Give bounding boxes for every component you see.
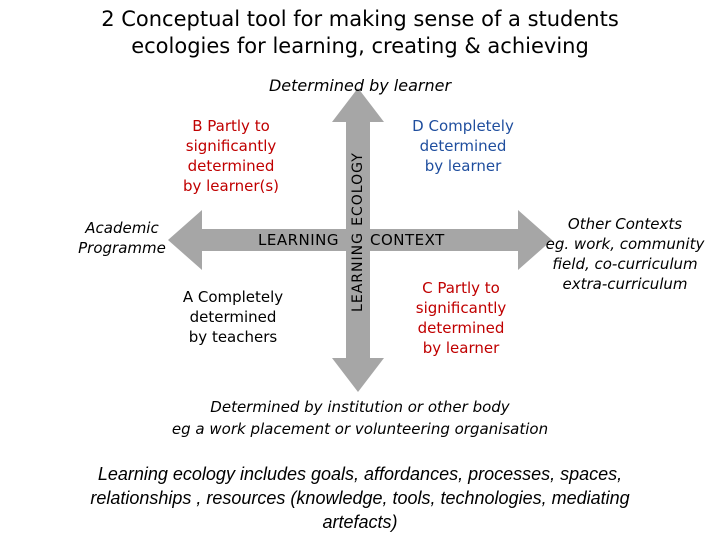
bottom-axis-line-2: eg a work placement or volunteering organisation	[171, 420, 549, 438]
quadrant-b-line-4: by learner(s)	[182, 177, 280, 195]
top-axis-label: Determined by learner	[268, 76, 452, 95]
title-line-2: ecologies for learning, creating & achieving	[131, 34, 589, 58]
quadrant-d	[396, 116, 530, 176]
left-axis-line-2: Programme	[78, 239, 166, 257]
left-axis-line-1: Academic	[85, 219, 159, 237]
bottom-axis-label	[140, 396, 580, 440]
quadrant-c-line-3: determined	[417, 319, 505, 337]
vertical-label-learning: LEARNING	[350, 232, 366, 312]
title-line-1: 2 Conceptual tool for making sense of a students	[101, 7, 619, 31]
quadrant-c-line-4: by learner	[422, 339, 500, 357]
horizontal-label-learning: LEARNING	[258, 231, 340, 249]
quadrant-b-line-3: determined	[187, 157, 275, 175]
quadrant-d-line-1: D Completely	[412, 117, 514, 135]
right-axis-line-1: Other Contexts	[567, 215, 683, 233]
left-axis-label	[62, 218, 182, 258]
quadrant-c-line-2: significantly	[415, 299, 507, 317]
footer-note	[20, 462, 700, 534]
quadrant-a	[166, 287, 300, 347]
right-axis-line-4: extra-curriculum	[562, 275, 688, 293]
bottom-axis-line-1: Determined by institution or other body	[210, 398, 510, 416]
footer-line-2: relationships , resources (knowledge, tools, technologies, mediating	[90, 488, 630, 508]
quadrant-c-line-1: C Partly to	[422, 279, 500, 297]
horizontal-label-context: CONTEXT	[370, 231, 445, 249]
footer-line-3: artefacts)	[322, 512, 398, 532]
right-axis-line-2: eg. work, community	[545, 235, 705, 253]
quadrant-c	[398, 278, 524, 358]
quadrant-d-line-3: by learner	[424, 157, 502, 175]
quadrant-d-line-2: determined	[419, 137, 507, 155]
vertical-label-ecology: ECOLOGY	[350, 152, 366, 226]
quadrant-a-line-3: by teachers	[188, 328, 278, 346]
quadrant-a-line-1: A Completely	[182, 288, 284, 306]
quadrant-b-line-1: B Partly to	[192, 117, 270, 135]
right-axis-label	[532, 214, 718, 294]
quadrant-a-line-2: determined	[189, 308, 277, 326]
footer-line-1: Learning ecology includes goals, affordances, processes, spaces,	[97, 464, 623, 484]
quadrant-b	[166, 116, 296, 196]
right-axis-line-3: field, co-curriculum	[552, 255, 698, 273]
quadrant-b-line-2: significantly	[185, 137, 277, 155]
